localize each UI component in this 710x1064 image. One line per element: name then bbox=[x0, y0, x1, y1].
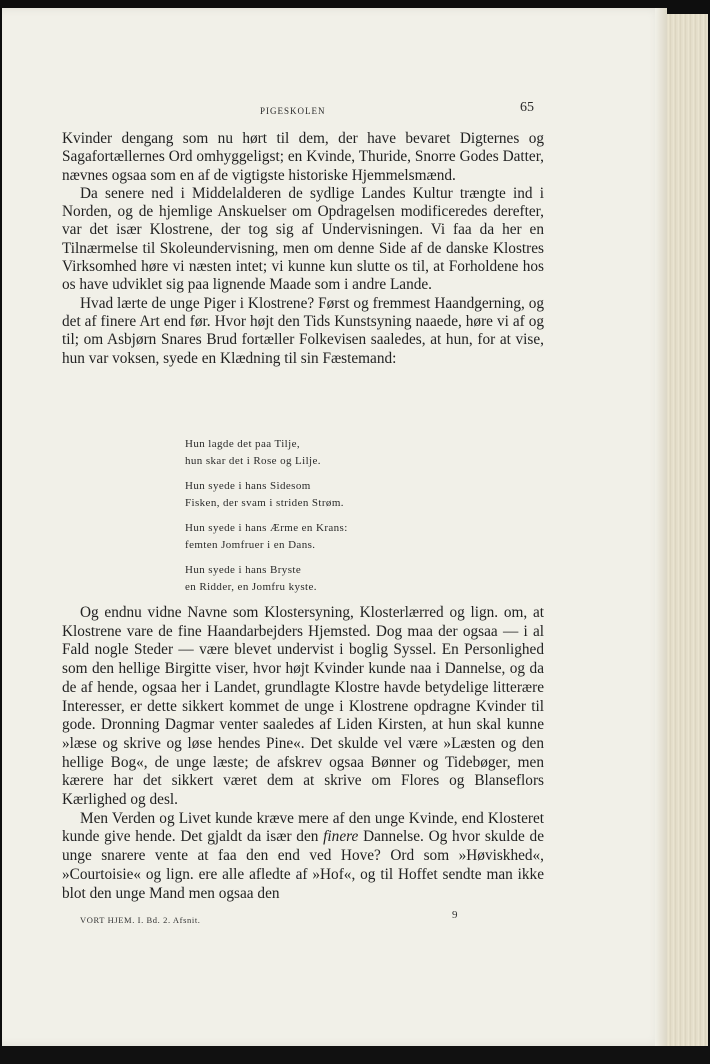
verse-line: Fisken, der svam i striden Strøm. bbox=[185, 497, 344, 509]
verse-line: Hun syede i hans Bryste bbox=[185, 564, 302, 576]
book-page bbox=[2, 8, 664, 1046]
folk-verse bbox=[185, 436, 465, 604]
paragraph: Hvad lærte de unge Piger i Klostrene? Først og fremmest Haandgerning, og det af finere Art end før. Hvor højt den Tids Kunstsyning naaede, høre vi af og til; om Asbjørn Snares Brud fortæller Folkevisen saaledes, at hun, for at vise, hun var voksen, syede en Klædning til sin Fæstemand: bbox=[62, 294, 544, 367]
page-gutter-shadow bbox=[655, 8, 667, 1048]
page-edges bbox=[662, 14, 708, 1046]
verse-stanza bbox=[185, 436, 465, 470]
verse-line: Hun syede i hans Ærme en Krans: bbox=[185, 522, 348, 534]
verse-line: Hun lagde det paa Tilje, bbox=[185, 438, 301, 450]
verse-line: Hun syede i hans Sidesom bbox=[185, 480, 311, 492]
paragraph: Da senere ned i Middelalderen de sydlige Landes Kultur trængte ind i Norden, og de hjemlige Anskuelser om Opdragelsen modificeredes derefter, var det især Klostrene, der tog sig af Undervisningen. Vi faa da her en Tilnærmelse til Skoleundervisning, men om denne Side af de danske Klostres Virksomhed høre vi næsten intet; vi kunne kun slutte os til, at Forholdene hos os have udviklet sig paa lignende Maade som i andre Lande. bbox=[62, 184, 544, 294]
verse-line: en Ridder, en Jomfru kyste. bbox=[185, 581, 317, 593]
paragraph: Kvinder dengang som nu hørt til dem, der have bevaret Digternes og Sagafortællernes Ord omhyggeligst; en Kvinde, Thuride, Snorre Godes Datter, nævnes ogsaa som en af de vigtigste historiske Hjemmelsmænd. bbox=[62, 130, 544, 184]
background-strip bbox=[0, 1046, 710, 1064]
signature-mark: VORT HJEM. I. Bd. 2. Afsnit. bbox=[80, 915, 201, 925]
verse-stanza bbox=[185, 478, 465, 512]
verse-line: hun skar det i Rose og Lilje. bbox=[185, 455, 321, 467]
running-title: PIGESKOLEN bbox=[260, 106, 326, 116]
emphasis: finere bbox=[323, 828, 359, 846]
paragraph: Og endnu vidne Navne som Klostersyning, Klosterlærred og lign. om, at Klostrene vare de fine Haandarbejders Hjemsted. Dog maa der ogsaa — i al Fald nogle Steder — være blevet undervist i boglig Syssel. En Personlighed som den hellige Birgitte viser, hvor højt Kvinder kunde naa i Dannelse, og da de af hende, ogsaa her i Landet, grundlagte Klostre havde betydelige litterære Interesser, er dette sikkert kommet de unge i Klostrene opdragne Kvinder til gode. Dronning Dagmar venter saaledes af Liden Kirsten, at hun skal kunne »læse og skrive og løse hendes Pine«. Det skulde vel være »Læsten og den hellige Bog«, de unge læste; de afskrev ogsaa Bønner og Tidebøger, men kærere har det sikkert været dem at skrive om Flores og Blanseflors Kærlighed og desl. bbox=[62, 604, 544, 809]
verse-stanza bbox=[185, 520, 465, 554]
verse-line: femten Jomfruer i en Dans. bbox=[185, 539, 316, 551]
page-number: 65 bbox=[520, 100, 534, 115]
sheet-number: 9 bbox=[452, 909, 458, 921]
page-header bbox=[2, 100, 664, 120]
paragraph: Men Verden og Livet kunde kræve mere af den unge Kvinde, end Klosteret kunde give hende. Det gjaldt da især den finere Dannelse. Og hvor skulde de unge snarere vente at faa den end ved Hove? Ord som »Høviskhed«, »Courtoisie« og lign. ere alle afledte af »Hof«, og til Hoffet sendte man ikke blot den unge Mand men ogsaa den bbox=[62, 809, 544, 902]
body-text-bottom bbox=[62, 604, 544, 903]
body-text-top bbox=[62, 130, 544, 368]
verse-stanza bbox=[185, 562, 465, 596]
